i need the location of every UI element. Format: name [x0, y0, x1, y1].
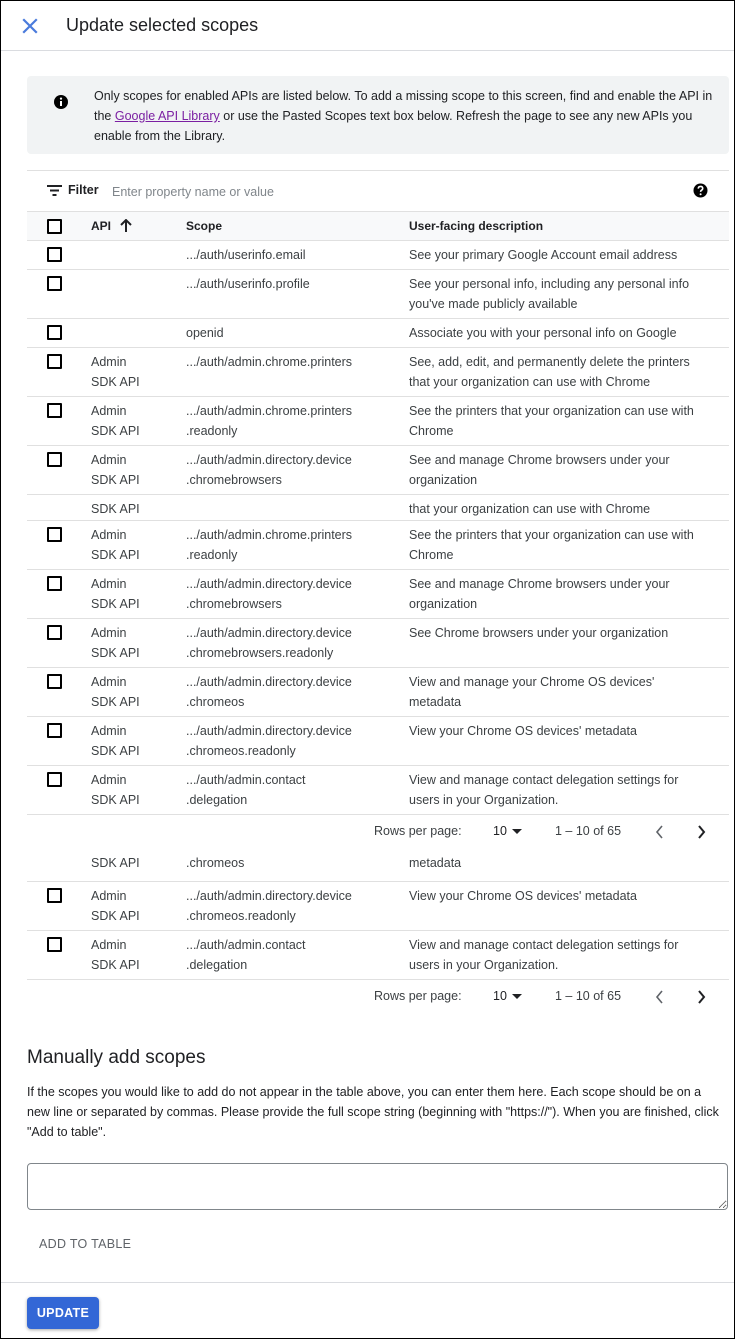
cell-description [409, 401, 719, 441]
cell-scope-line: .chromeos [186, 695, 245, 709]
cell-scope [186, 525, 401, 565]
cell-scope [186, 574, 401, 614]
cell-scope-line: openid [186, 326, 224, 340]
cell-description [409, 770, 719, 810]
cell-api-line: Admin [91, 773, 127, 787]
cell-description-line: View and manage contact delegation settings for [409, 773, 679, 787]
cell-scope-line: .chromebrowsers [186, 473, 282, 487]
row-checkbox[interactable] [47, 276, 62, 291]
add-to-table-button[interactable]: ADD TO TABLE [27, 1229, 139, 1259]
table-row[interactable] [27, 270, 729, 319]
cell-description [409, 323, 719, 343]
cell-scope-line: .chromebrowsers.readonly [186, 646, 334, 660]
cell-description-line: See Chrome browsers under your organization [409, 626, 669, 640]
scopes-table [27, 211, 729, 848]
cell-api [91, 450, 181, 490]
cell-api-line: SDK API [91, 856, 140, 870]
cell-api [91, 886, 181, 926]
rows-per-page-select[interactable]: 10 [493, 989, 507, 1003]
manual-scopes-textarea[interactable] [27, 1163, 728, 1210]
cell-description [409, 853, 719, 873]
cell-description [409, 623, 719, 643]
banner-text-end: or use the Pasted Scopes text box below. Refresh the page to see any new APIs you enable from the Library. [94, 109, 693, 143]
cell-api [91, 352, 181, 392]
cell-api-line: Admin [91, 453, 127, 467]
cell-scope-line: .../auth/admin.directory.device [186, 626, 352, 640]
cell-scope [186, 274, 401, 294]
cell-description [409, 574, 719, 614]
filter-input[interactable] [110, 180, 594, 204]
row-checkbox[interactable] [47, 452, 62, 467]
cell-description-line: See and manage Chrome browsers under your [409, 453, 670, 467]
cell-scope-line: .../auth/admin.chrome.printers [186, 355, 353, 369]
cell-scope [186, 323, 401, 343]
cell-description-line: View and manage your Chrome OS devices' [409, 675, 655, 689]
column-header-scope[interactable]: Scope [186, 219, 223, 233]
cell-scope-line: .../auth/admin.directory.device [186, 724, 352, 738]
cell-description [409, 450, 719, 490]
row-checkbox[interactable] [47, 325, 62, 340]
manual-scopes-title: Manually add scopes [27, 1047, 206, 1068]
cell-api-line: SDK API [91, 909, 140, 923]
table-row[interactable] [27, 446, 729, 495]
filter-icon [47, 185, 62, 196]
cell-api [91, 935, 181, 975]
cell-scope [186, 352, 401, 372]
cell-description-line: See your personal info, including any personal info [409, 277, 690, 291]
cell-description [409, 274, 719, 314]
row-checkbox[interactable] [47, 674, 62, 689]
cell-description [409, 935, 719, 975]
cell-description-line: users in your Organization. [409, 958, 559, 972]
cell-description-line: See the printers that your organization can use with [409, 404, 694, 418]
cell-description-line: View and manage contact delegation settings for [409, 938, 679, 952]
table-row[interactable] [27, 849, 729, 882]
pagination-range: 1 – 10 of 65 [555, 824, 622, 838]
update-button[interactable]: UPDATE [27, 1297, 99, 1329]
info-icon [53, 94, 69, 110]
table-row[interactable] [27, 397, 729, 446]
table-row[interactable] [27, 570, 729, 619]
table-row[interactable] [27, 521, 729, 570]
table-row[interactable] [27, 717, 729, 766]
cell-scope-line: .../auth/admin.directory.device [186, 577, 352, 591]
dialog-footer [1, 1282, 734, 1338]
table-row[interactable] [27, 319, 729, 348]
table-row[interactable] [27, 931, 729, 980]
filter-label: Filter [68, 183, 99, 197]
dropdown-arrow-icon[interactable] [512, 829, 522, 834]
table-row[interactable] [27, 241, 729, 270]
cell-description-line: organization [409, 473, 478, 487]
cell-scope-line: .chromeos.readonly [186, 744, 296, 758]
cell-api-line: Admin [91, 938, 127, 952]
cell-api-line: SDK API [91, 646, 140, 660]
cell-api [91, 525, 181, 565]
scopes-table-overflow [27, 849, 729, 1013]
manual-scopes-description: If the scopes you would like to add do not appear in the table above, you can enter them here. Each scope should be on a new line or separated by commas. Please provide the full scope string (beginning with "https://"). When you are finished, click "Add to table". [27, 1085, 719, 1139]
cell-scope [186, 721, 401, 761]
rows-per-page-label: Rows per page: [374, 989, 462, 1003]
cell-description-line: Chrome [409, 548, 454, 562]
cell-scope-line: .delegation [186, 958, 248, 972]
cell-description-line: See, add, edit, and permanently delete the printers [409, 355, 690, 369]
cell-api [91, 853, 181, 873]
cell-api-line: Admin [91, 626, 127, 640]
row-checkbox[interactable] [47, 403, 62, 418]
cell-api [91, 401, 181, 441]
chevron-right-icon[interactable] [692, 823, 710, 841]
cell-description [409, 245, 719, 265]
cell-scope [186, 245, 401, 265]
cell-description [409, 499, 719, 519]
cell-scope-line: .../auth/userinfo.profile [186, 277, 310, 291]
cell-api [91, 672, 181, 712]
select-all-checkbox[interactable] [47, 219, 62, 234]
cell-scope-line: .../auth/admin.directory.device [186, 889, 352, 903]
cell-scope-line: .chromeos [186, 856, 245, 870]
cell-description-line: View your Chrome OS devices' metadata [409, 724, 637, 738]
cell-description-line: metadata [409, 695, 462, 709]
cell-scope-line: .chromebrowsers [186, 597, 282, 611]
banner-text-start: Only scopes for enabled APIs are listed below. To add a missing scope to this screen, find and enable the API in the [94, 89, 713, 123]
google-api-library-link[interactable]: Google API Library [114, 109, 220, 123]
cell-description-line: metadata [409, 856, 462, 870]
cell-api-line: Admin [91, 355, 127, 369]
cell-scope [186, 886, 401, 926]
cell-api-line: SDK API [91, 958, 140, 972]
table-header [27, 211, 729, 241]
cell-scope-line: .../auth/admin.directory.device [186, 453, 352, 467]
table-row[interactable] [27, 348, 729, 397]
cell-description [409, 721, 719, 741]
row-checkbox[interactable] [47, 354, 62, 369]
cell-scope [186, 672, 401, 712]
sort-ascending-icon[interactable] [120, 219, 132, 233]
row-checkbox[interactable] [47, 937, 62, 952]
pagination-range: 1 – 10 of 65 [555, 989, 622, 1003]
cell-description [409, 672, 719, 712]
cell-api-line: SDK API [91, 548, 140, 562]
cell-description-line: you've made publicly available [409, 297, 578, 311]
cell-api-line: SDK API [91, 424, 140, 438]
row-checkbox[interactable] [47, 625, 62, 640]
cell-scope-line: .delegation [186, 793, 248, 807]
help-icon[interactable] [693, 183, 708, 198]
cell-description [409, 525, 719, 565]
row-checkbox[interactable] [47, 723, 62, 738]
dialog-header [1, 1, 734, 51]
cell-api-line: Admin [91, 404, 127, 418]
cell-api-line: Admin [91, 577, 127, 591]
cell-api [91, 770, 181, 810]
column-header-description[interactable]: User-facing description [409, 219, 544, 233]
cell-scope-line: .chromeos.readonly [186, 909, 296, 923]
cell-description-line: users in your Organization. [409, 793, 559, 807]
cell-scope-line: .../auth/admin.contact [186, 773, 306, 787]
cell-api [91, 721, 181, 761]
chevron-left-icon[interactable] [651, 823, 669, 841]
cell-api-line: Admin [91, 889, 127, 903]
table-row[interactable] [27, 882, 729, 931]
table-row[interactable] [27, 495, 729, 521]
cell-api-line: Admin [91, 724, 127, 738]
cell-api-line: SDK API [91, 597, 140, 611]
cell-scope [186, 623, 401, 663]
cell-scope-line: .../auth/admin.chrome.printers [186, 404, 353, 418]
column-header-api[interactable]: API [91, 219, 112, 233]
dropdown-arrow-icon[interactable] [512, 994, 522, 999]
cell-scope-line: .../auth/userinfo.email [186, 248, 306, 262]
cell-scope [186, 853, 401, 873]
cell-scope-line: .../auth/admin.directory.device [186, 675, 352, 689]
cell-description [409, 352, 719, 392]
dialog-title: Update selected scopes [66, 15, 259, 35]
info-banner [27, 76, 729, 154]
cell-description-line: that your organization can use with Chrome [409, 375, 651, 389]
cell-api-line: SDK API [91, 375, 140, 389]
cell-description-line: that your organization can use with Chrome [409, 502, 651, 516]
cell-description-line: organization [409, 597, 478, 611]
filter-bar [27, 170, 729, 211]
cell-scope-line: .readonly [186, 548, 238, 562]
cell-api [91, 499, 181, 519]
cell-api [91, 623, 181, 663]
cell-scope [186, 935, 401, 975]
cell-scope [186, 450, 401, 490]
cell-description-line: View your Chrome OS devices' metadata [409, 889, 637, 903]
row-checkbox[interactable] [47, 576, 62, 591]
cell-description-line: See and manage Chrome browsers under your [409, 577, 670, 591]
cell-description-line: Associate you with your personal info on Google [409, 326, 677, 340]
cell-api-line: SDK API [91, 793, 140, 807]
table-row[interactable] [27, 766, 729, 815]
cell-scope-line: .../auth/admin.chrome.printers [186, 528, 353, 542]
cell-api-line: SDK API [91, 473, 140, 487]
table-row[interactable] [27, 619, 729, 668]
chevron-left-icon[interactable] [651, 988, 669, 1006]
cell-scope [186, 770, 401, 810]
chevron-right-icon[interactable] [692, 988, 710, 1006]
cell-description-line: See your primary Google Account email address [409, 248, 678, 262]
cell-api-line: Admin [91, 528, 127, 542]
row-checkbox[interactable] [47, 247, 62, 262]
cell-scope-line: .../auth/admin.contact [186, 938, 306, 952]
cell-api-line: SDK API [91, 502, 140, 516]
cell-scope-line: .readonly [186, 424, 238, 438]
close-icon[interactable] [19, 15, 41, 37]
row-checkbox[interactable] [47, 527, 62, 542]
rows-per-page-label: Rows per page: [374, 824, 462, 838]
pagination-bottom [27, 980, 729, 1013]
cell-api-line: SDK API [91, 744, 140, 758]
cell-description [409, 886, 719, 906]
table-row[interactable] [27, 668, 729, 717]
pagination [27, 815, 729, 848]
row-checkbox[interactable] [47, 888, 62, 903]
cell-description-line: See the printers that your organization can use with [409, 528, 694, 542]
info-banner-text [94, 86, 714, 146]
rows-per-page-select[interactable]: 10 [493, 824, 507, 838]
cell-api-line: SDK API [91, 695, 140, 709]
cell-description-line: Chrome [409, 424, 454, 438]
cell-scope [186, 401, 401, 441]
row-checkbox[interactable] [47, 772, 62, 787]
cell-api-line: Admin [91, 675, 127, 689]
cell-api [91, 574, 181, 614]
